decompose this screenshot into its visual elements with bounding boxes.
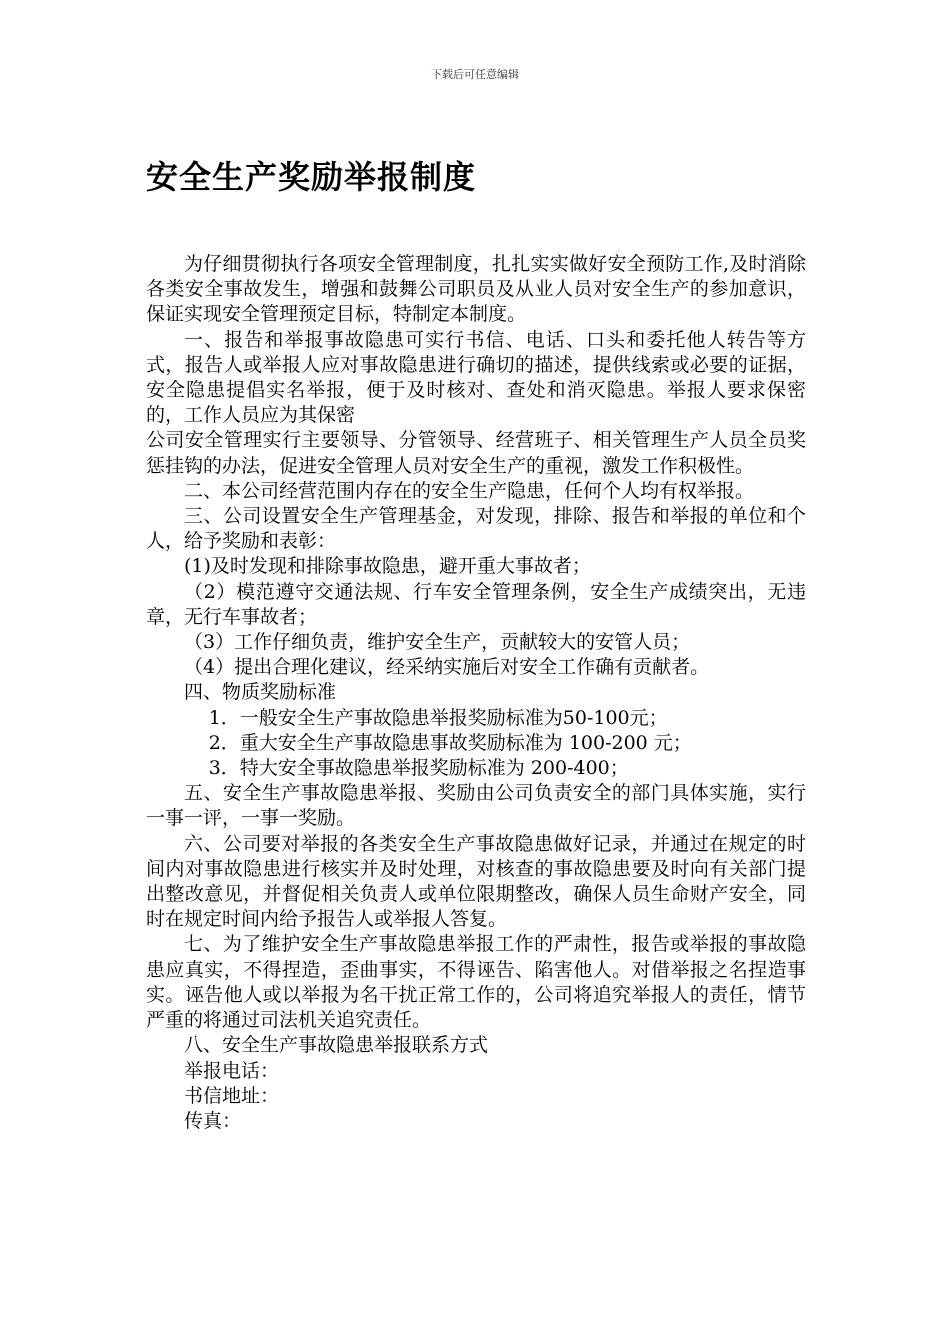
clause-7-paragraph: 七、为了维护安全生产事故隐患举报工作的严肃性，报告或举报的事故隐患应真实，不得捏造，歪曲事实，不得诬告、陷害他人。对借举报之名捏造事实。诬告他人或以举报为名干扰正常工作的，公司将追究举报人的责任，情节严重的将通过司法机关追究责任。 [146, 933, 806, 1032]
intro-paragraph: 为仔细贯彻执行各项安全管理制度，扎扎实实做好安全预防工作,及时消除各类安全事故发生，增强和鼓舞公司职员及从业人员对安全生产的参加意识，保证实现安全管理预定目标，特制定本制度。 [146, 253, 806, 326]
standard-item-3: 3．特大安全事故隐患举报奖励标准为 200-400； [208, 757, 629, 780]
standard-item-1: 1．一般安全生产事故隐患举报奖励标准为50-100元； [208, 706, 668, 729]
reward-item-4: （4）提出合理化建议，经采纳实施后对安全工作确有贡献者。 [184, 656, 710, 679]
clause-1-continuation: 公司安全管理实行主要领导、分管领导、经营班子、相关管理生产人员全员奖惩挂钩的办法，促进安全管理人员对安全生产的重视，激发工作积极性。 [146, 429, 806, 477]
clause-4-heading: 四、物质奖励标准 [184, 681, 337, 704]
clause-5-paragraph: 五、安全生产事故隐患举报、奖励由公司负责安全的部门具体实施，实行一事一评，一事一奖励。 [146, 782, 806, 830]
clause-8-heading: 八、安全生产事故隐患举报联系方式 [184, 1034, 489, 1057]
header-note: 下载后可任意编辑 [431, 68, 519, 81]
clause-1-paragraph: 一、报告和举报事故隐患可实行书信、电话、口头和委托他人转告等方式，报告人或举报人应对事故隐患进行确切的描述，提供线索或必要的证据，安全隐患提倡实名举报，便于及时核对、查处和消灭隐患。举报人要求保密的，工作人员应为其保密 [146, 328, 806, 427]
reward-item-1: (1)及时发现和排除事故隐患，避开重大事故者； [184, 555, 591, 578]
document-body [146, 252, 806, 1134]
clause-6-paragraph: 六、公司要对举报的各类安全生产事故隐患做好记录，并通过在规定的时间内对事故隐患进行核实并及时处理，对核查的事故隐患要及时向有关部门提出整改意见，并督促相关负责人或单位限期整改，确保人员生命财产安全，同时在规定时间内给予报告人或举报人答复。 [146, 832, 806, 931]
reward-item-3: （3）工作仔细负责，维护安全生产，贡献较大的安管人员； [184, 631, 691, 654]
contact-fax-label: 传真： [184, 1109, 242, 1132]
contact-phone-label: 举报电话： [184, 1059, 280, 1082]
clause-2-paragraph: 二、本公司经营范围内存在的安全生产隐患，任何个人均有权举报。 [184, 479, 755, 502]
reward-item-2: （2）模范遵守交通法规、行车安全管理条例，安全生产成绩突出，无违章，无行车事故者； [146, 580, 806, 628]
contact-address-label: 书信地址： [184, 1084, 280, 1107]
standard-item-2: 2．重大安全生产事故隐患事故奖励标准为 100-200 元； [208, 731, 692, 754]
clause-3-paragraph: 三、公司设置安全生产管理基金，对发现，排除、报告和举报的单位和个人，给予奖励和表彰： [146, 505, 806, 553]
document-title: 安全生产奖励举报制度 [146, 158, 477, 196]
